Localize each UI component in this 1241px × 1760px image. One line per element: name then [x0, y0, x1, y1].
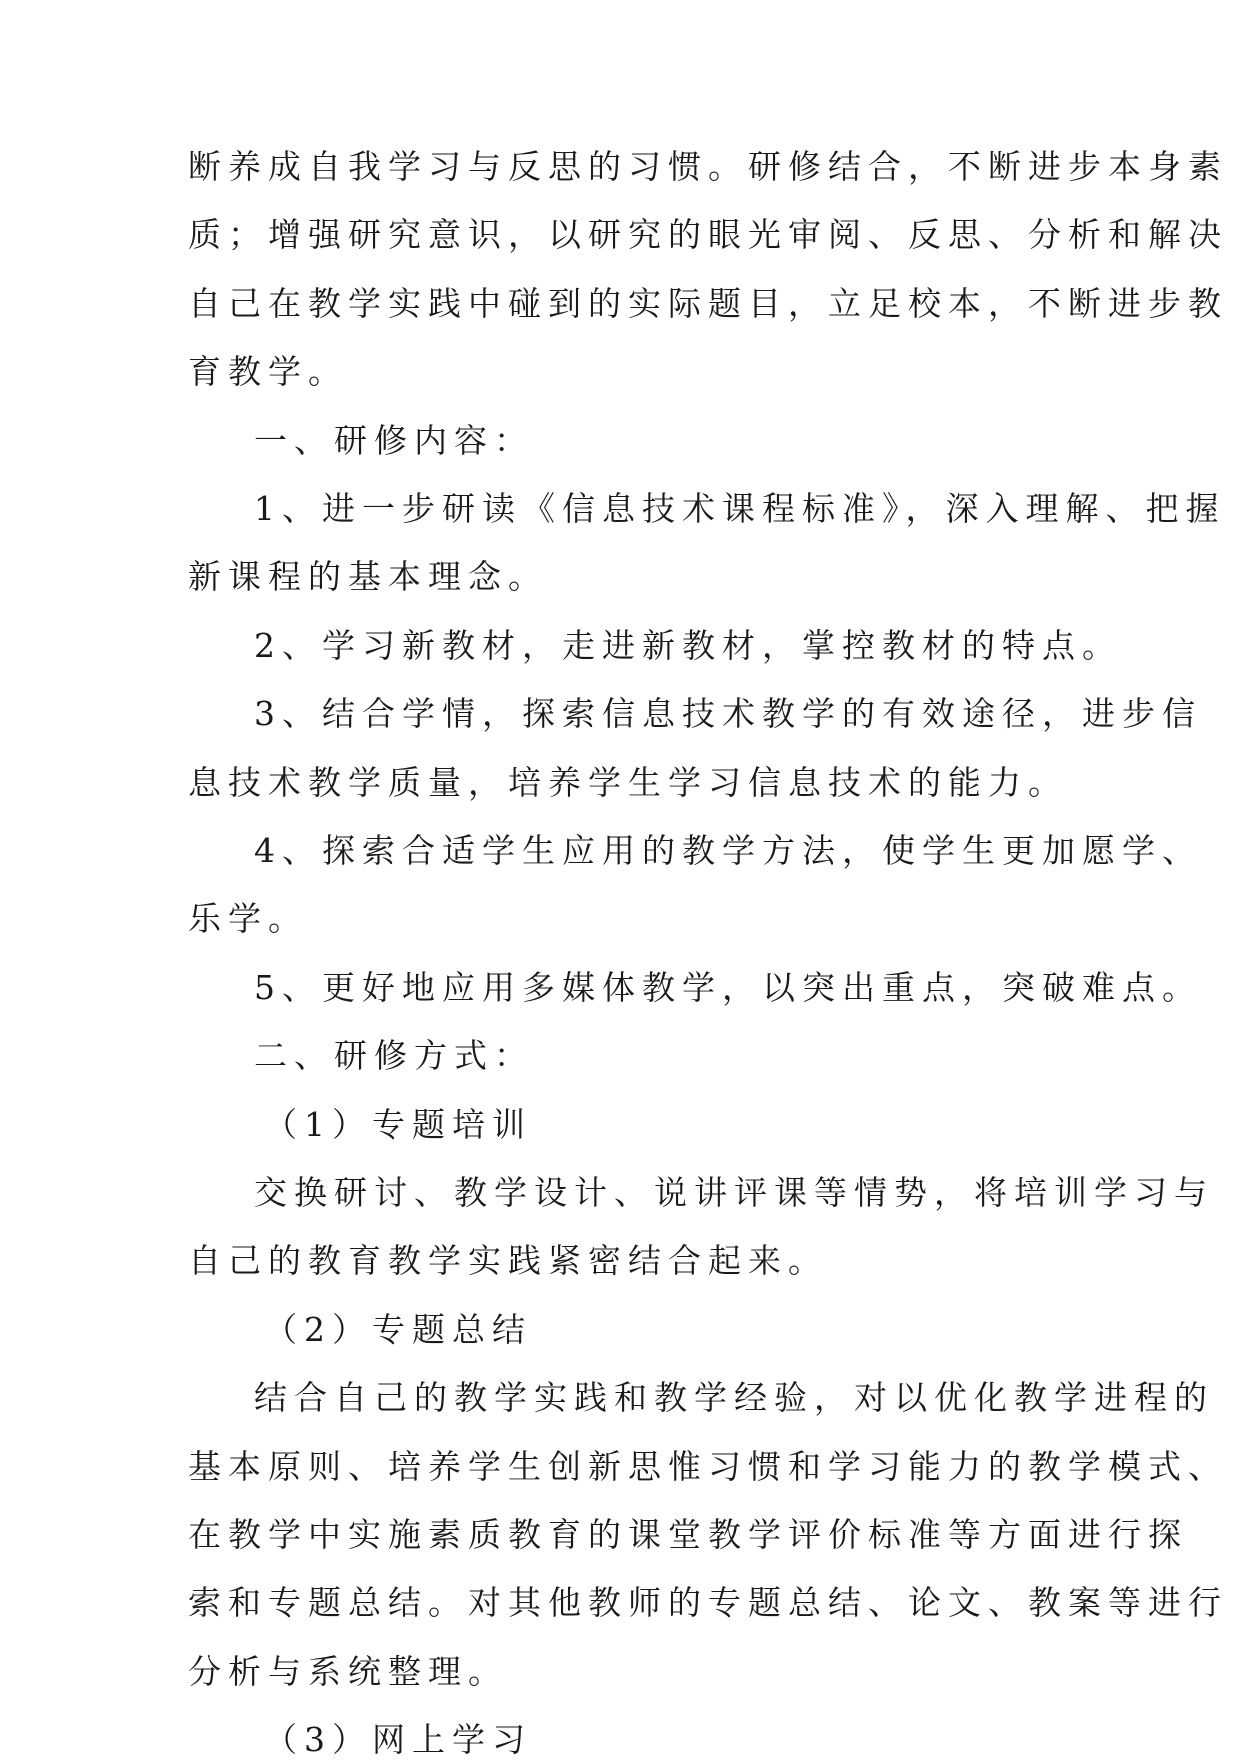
subsection-heading: （3）网上学习 — [264, 1720, 532, 1760]
list-item-continuation: 乐学。 — [188, 899, 308, 939]
subsection-heading: （1）专题培训 — [264, 1104, 532, 1144]
paragraph-line: 自己的教育教学实践紧密结合起来。 — [188, 1241, 828, 1281]
list-item-continuation: 息技术教学质量，培养学生学习信息技术的能力。 — [188, 762, 1068, 802]
list-item: 5、更好地应用多媒体教学，以突出重点，突破难点。 — [254, 967, 1202, 1007]
paragraph-line: 断养成自我学习与反思的习惯。研修结合，不断进步本身素 — [188, 147, 1228, 186]
subsection-heading: （2）专题总结 — [264, 1309, 532, 1349]
paragraph-line: 基本原则、培养学生创新思惟习惯和学习能力的教学模式、 — [188, 1446, 1228, 1486]
paragraph-line: 分析与系统整理。 — [188, 1651, 508, 1691]
paragraph-line: 结合自己的教学实践和教学经验，对以优化教学进程的 — [254, 1378, 1214, 1418]
section-heading: 一、研修内容： — [254, 420, 534, 460]
paragraph-line: 育教学。 — [188, 352, 348, 392]
paragraph-line: 索和专题总结。对其他教师的专题总结、论文、教案等进行 — [188, 1583, 1228, 1623]
section-heading: 二、研修方式： — [254, 1036, 534, 1076]
list-item: 1、进一步研读《信息技术课程标准》，深入理解、把握 — [254, 489, 1226, 528]
list-item: 4、探索合适学生应用的教学方法，使学生更加愿学、 — [254, 831, 1202, 870]
paragraph-line: 交换研讨、教学设计、说讲评课等情势，将培训学习与 — [254, 1173, 1214, 1212]
paragraph-line: 在教学中实施素质教育的课堂教学评价标准等方面进行探 — [188, 1515, 1188, 1554]
paragraph-line: 自己在教学实践中碰到的实际题目，立足校本，不断进步教 — [188, 283, 1228, 323]
paragraph-line: 质；增强研究意识，以研究的眼光审阅、反思、分析和解决 — [188, 215, 1228, 255]
list-item: 2、学习新教材，走进新教材，掌控教材的特点。 — [254, 625, 1122, 665]
list-item-continuation: 新课程的基本理念。 — [188, 557, 548, 597]
list-item: 3、结合学情，探索信息技术教学的有效途径，进步信 — [254, 694, 1202, 734]
